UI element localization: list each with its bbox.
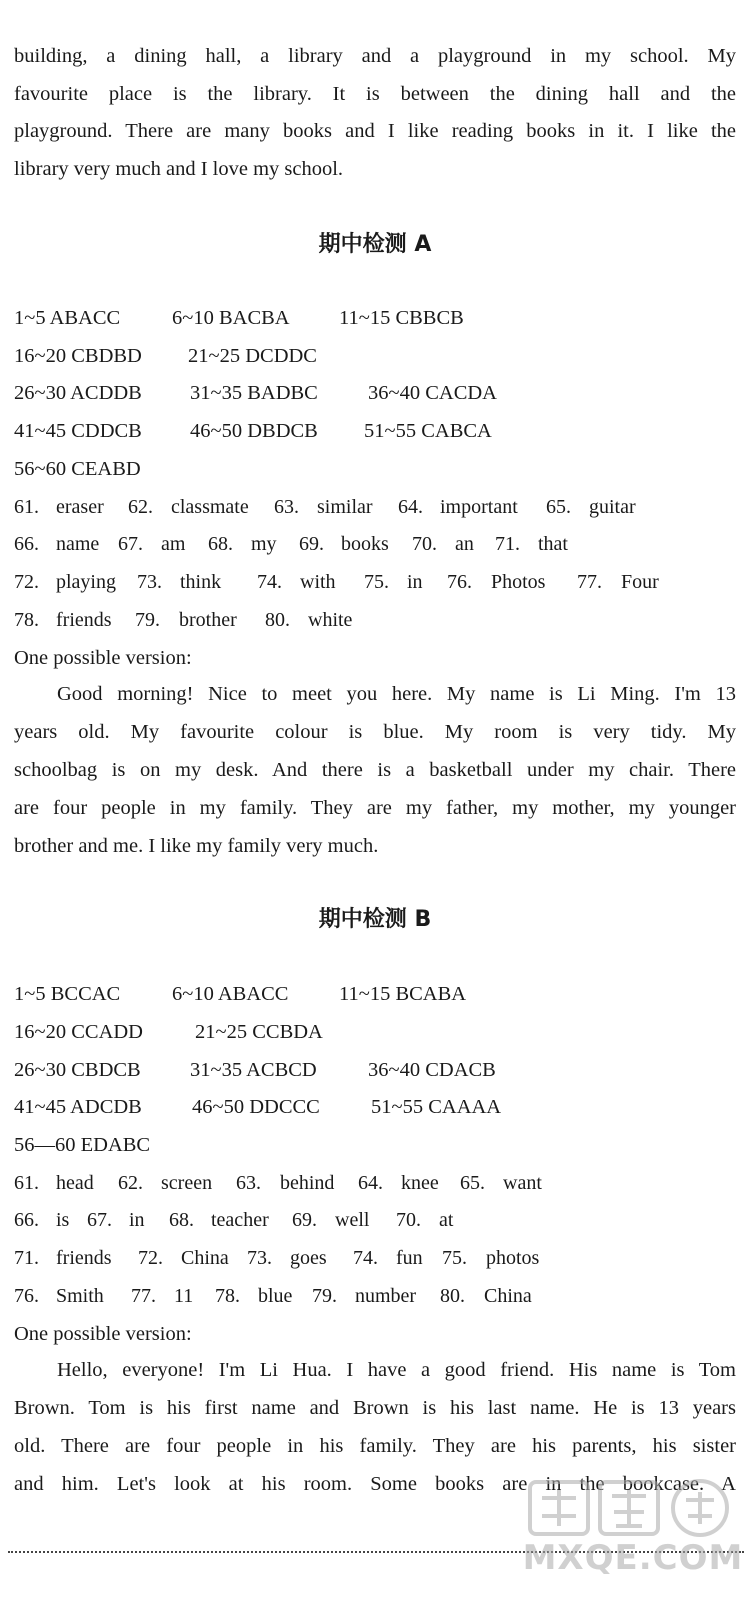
question-number: 76. xyxy=(447,571,472,593)
answer-word: want xyxy=(503,1172,542,1194)
question-number: 67. xyxy=(118,533,143,555)
question-number: 69. xyxy=(299,533,324,555)
section-a-essay-line: schoolbag is on my desk. And there is a basketball under my chair. There xyxy=(14,759,736,781)
answer-group: 11~15 BCABA xyxy=(339,983,467,1005)
question-number: 63. xyxy=(274,496,299,518)
question-number: 76. xyxy=(14,1285,39,1307)
question-number: 67. xyxy=(87,1209,112,1231)
question-number: 79. xyxy=(312,1285,337,1307)
answer-group: 36~40 CDACB xyxy=(368,1059,496,1081)
question-number: 68. xyxy=(208,533,233,555)
question-number: 73. xyxy=(247,1247,272,1269)
answer-word: photos xyxy=(486,1247,540,1269)
answer-word: in xyxy=(407,571,423,593)
watermark-logo-icon xyxy=(522,1468,744,1542)
question-number: 75. xyxy=(364,571,389,593)
section-b-title: 期中检测 B xyxy=(318,907,432,932)
question-number: 77. xyxy=(131,1285,156,1307)
answer-group: 26~30 CBDCB xyxy=(14,1059,141,1081)
answer-word: guitar xyxy=(589,496,636,518)
answer-word: playing xyxy=(56,571,116,593)
question-number: 72. xyxy=(138,1247,163,1269)
answer-word: head xyxy=(56,1172,94,1194)
answer-word: in xyxy=(129,1209,145,1231)
answer-word: number xyxy=(355,1285,417,1307)
question-number: 74. xyxy=(353,1247,378,1269)
answer-group: 26~30 ACDDB xyxy=(14,382,142,404)
answer-group: 56~60 CEABD xyxy=(14,458,141,480)
question-number: 78. xyxy=(14,609,39,631)
answer-word: knee xyxy=(401,1172,439,1194)
question-number: 70. xyxy=(412,533,437,555)
question-number: 79. xyxy=(135,609,160,631)
answer-word: similar xyxy=(317,496,373,518)
intro-line-3: playground. There are many books and I like reading books in it. I like the xyxy=(14,120,736,142)
answer-word: China xyxy=(484,1285,532,1307)
answer-group: 16~20 CBDBD xyxy=(14,345,142,367)
answer-group: 31~35 BADBC xyxy=(190,382,318,404)
answer-word: fun xyxy=(396,1247,423,1269)
answer-group: 31~35 ACBCD xyxy=(190,1059,317,1081)
question-number: 66. xyxy=(14,1209,39,1231)
question-number: 80. xyxy=(265,609,290,631)
answer-word: books xyxy=(341,533,389,555)
section-a-essay-line: are four people in my family. They are my father, my mother, my younger xyxy=(14,797,736,819)
answer-word: name xyxy=(56,533,100,555)
answer-word: friends xyxy=(56,609,112,631)
question-number: 73. xyxy=(137,571,162,593)
answer-word: eraser xyxy=(56,496,104,518)
answer-group: 6~10 BACBA xyxy=(172,307,290,329)
intro-line-4: library very much and I love my school. xyxy=(14,158,344,180)
intro-line-2: favourite place is the library. It is between the dining hall and the xyxy=(14,83,736,105)
section-a-essay-line: brother and me. I like my family very much. xyxy=(14,835,379,857)
answer-word: think xyxy=(180,571,222,593)
section-a-title: 期中检测 A xyxy=(318,232,432,257)
question-number: 64. xyxy=(398,496,423,518)
answer-group: 21~25 CCBDA xyxy=(195,1021,323,1043)
section-a-version-label: One possible version: xyxy=(14,647,192,669)
answer-word: screen xyxy=(161,1172,213,1194)
answer-word: important xyxy=(440,496,518,518)
answer-group: 51~55 CABCA xyxy=(364,420,492,442)
question-number: 65. xyxy=(546,496,571,518)
section-b-version-label: One possible version: xyxy=(14,1323,192,1345)
answer-group: 1~5 ABACC xyxy=(14,307,121,329)
question-number: 62. xyxy=(128,496,153,518)
question-number: 78. xyxy=(215,1285,240,1307)
answer-group: 6~10 ABACC xyxy=(172,983,289,1005)
question-number: 62. xyxy=(118,1172,143,1194)
answer-word: classmate xyxy=(171,496,249,518)
question-number: 70. xyxy=(396,1209,421,1231)
answer-word: white xyxy=(308,609,353,631)
section-a-essay-line: years old. My favourite colour is blue. My room is very tidy. My xyxy=(14,721,736,743)
answer-word: am xyxy=(161,533,186,555)
site-watermark xyxy=(522,1468,744,1596)
answer-group: 46~50 DDCCC xyxy=(192,1096,320,1118)
answer-group: 56—60 EDABC xyxy=(14,1134,151,1156)
answer-word: well xyxy=(335,1209,370,1231)
question-number: 74. xyxy=(257,571,282,593)
question-number: 66. xyxy=(14,533,39,555)
question-number: 80. xyxy=(440,1285,465,1307)
answer-word: brother xyxy=(179,609,237,631)
answer-word: my xyxy=(251,533,277,555)
answer-word: with xyxy=(300,571,336,593)
section-b-essay-line: Brown. Tom is his first name and Brown is his last name. He is 13 years xyxy=(14,1397,736,1419)
answer-group: 41~45 ADCDB xyxy=(14,1096,142,1118)
answer-word: Four xyxy=(621,571,659,593)
question-number: 64. xyxy=(358,1172,383,1194)
intro-line-1: building, a dining hall, a library and a playground in my school. My xyxy=(14,45,736,67)
answer-word: is xyxy=(56,1209,70,1231)
question-number: 61. xyxy=(14,1172,39,1194)
section-b-essay-line: and him. Let's look at his room. Some books are in the bookcase. A xyxy=(14,1473,736,1495)
answer-word: goes xyxy=(290,1247,327,1269)
answer-word: teacher xyxy=(211,1209,269,1231)
answer-group: 51~55 CAAAA xyxy=(371,1096,502,1118)
answer-word: Photos xyxy=(491,571,546,593)
question-number: 72. xyxy=(14,571,39,593)
question-number: 77. xyxy=(577,571,602,593)
answer-group: 41~45 CDDCB xyxy=(14,420,142,442)
answer-group: 1~5 BCCAC xyxy=(14,983,121,1005)
answer-word: behind xyxy=(280,1172,335,1194)
answer-group: 16~20 CCADD xyxy=(14,1021,143,1043)
answer-word: China xyxy=(181,1247,229,1269)
answer-group: 46~50 DBDCB xyxy=(190,420,318,442)
question-number: 71. xyxy=(495,533,520,555)
question-number: 65. xyxy=(460,1172,485,1194)
answer-word: friends xyxy=(56,1247,112,1269)
question-number: 69. xyxy=(292,1209,317,1231)
answer-group: 11~15 CBBCB xyxy=(339,307,464,329)
question-number: 68. xyxy=(169,1209,194,1231)
watermark-text: MXQE.COM xyxy=(522,1538,744,1578)
question-number: 71. xyxy=(14,1247,39,1269)
question-number: 61. xyxy=(14,496,39,518)
answer-group: 36~40 CACDA xyxy=(368,382,497,404)
question-number: 63. xyxy=(236,1172,261,1194)
answer-group: 21~25 DCDDC xyxy=(188,345,317,367)
section-b-essay-line: old. There are four people in his family. They are his parents, his sister xyxy=(14,1435,736,1457)
answer-word: blue xyxy=(258,1285,293,1307)
answer-word: Smith xyxy=(56,1285,104,1307)
section-b-essay-line: Hello, everyone! I'm Li Hua. I have a good friend. His name is Tom xyxy=(57,1359,736,1381)
answer-word: an xyxy=(455,533,474,555)
question-number: 75. xyxy=(442,1247,467,1269)
answer-word: that xyxy=(538,533,568,555)
answer-word: at xyxy=(439,1209,454,1231)
answer-word: 11 xyxy=(174,1285,194,1307)
section-a-essay-line: Good morning! Nice to meet you here. My name is Li Ming. I'm 13 xyxy=(57,683,736,705)
